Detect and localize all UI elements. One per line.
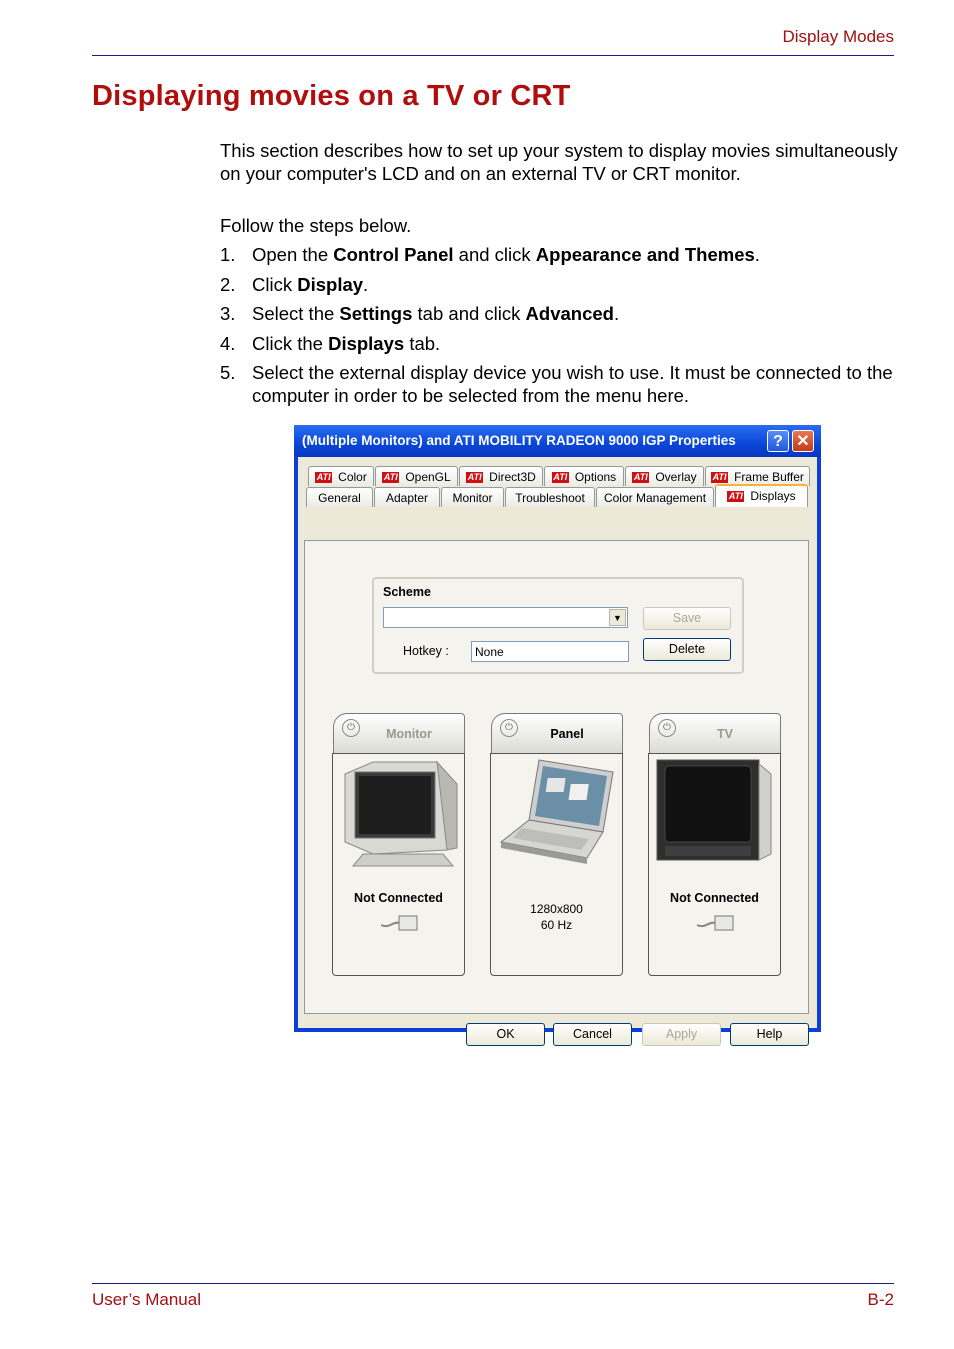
- tab-direct3d[interactable]: [459, 466, 543, 486]
- step-number: 5.: [220, 362, 236, 383]
- panel-resolution: 1280x800: [530, 902, 583, 916]
- step-text: Open the: [252, 244, 334, 265]
- ati-logo-icon: ATI: [633, 472, 648, 483]
- panel-toggle-button[interactable]: [491, 713, 623, 754]
- laptop-icon: [491, 754, 622, 874]
- step-bold: Displays: [328, 332, 405, 354]
- help-icon[interactable]: ?: [767, 430, 789, 452]
- step-bold: Appearance and Themes: [535, 244, 755, 265]
- dialog-client: [298, 457, 817, 1041]
- save-button[interactable]: Save: [643, 607, 731, 630]
- header-rule: [92, 55, 894, 56]
- tab-options[interactable]: [544, 466, 624, 486]
- footer-page-number: B-2: [867, 1290, 894, 1309]
- intro-paragraph: This section describes how to set up your system to display movies simultaneously on your computer's LCD and on an external TV or CRT monitor.: [220, 140, 898, 184]
- step-text: tab and click: [412, 303, 526, 324]
- tab-frame-buffer[interactable]: [705, 466, 810, 486]
- cable-plug-icon: [381, 911, 419, 933]
- power-icon: ⏻: [342, 719, 360, 737]
- step-number: 1.: [220, 244, 236, 265]
- tab-monitor[interactable]: Monitor: [441, 487, 504, 507]
- tab-adapter[interactable]: Adapter: [374, 487, 440, 507]
- follow-steps-text: Follow the steps below.: [220, 215, 412, 236]
- ati-logo-icon: ATI: [467, 472, 482, 483]
- tab-overlay[interactable]: [625, 466, 704, 486]
- dialog-titlebar[interactable]: [294, 425, 821, 457]
- step-item: [220, 332, 900, 355]
- step-item: [220, 361, 900, 407]
- ati-logo-icon: ATI: [553, 472, 568, 483]
- tab-displays[interactable]: [715, 484, 808, 507]
- scheme-group: [372, 577, 744, 674]
- tab-label: Displays: [750, 489, 796, 503]
- step-number: 3.: [220, 303, 236, 324]
- step-number: 4.: [220, 332, 236, 354]
- step-text: Click: [252, 273, 298, 295]
- tab-troubleshoot[interactable]: Troubleshoot: [505, 487, 595, 507]
- monitor-toggle-button[interactable]: [333, 713, 465, 754]
- tab-color[interactable]: [308, 466, 374, 486]
- close-icon[interactable]: ✕: [792, 430, 814, 452]
- step-text: Select the: [252, 303, 340, 324]
- monitor-status: Not Connected: [354, 891, 443, 905]
- tab-label: Direct3D: [489, 470, 536, 484]
- tv-icon: [649, 754, 780, 874]
- step-bold: Display: [297, 273, 364, 295]
- device-label: TV: [717, 727, 733, 741]
- scheme-label: Scheme: [383, 585, 431, 599]
- step-item: [220, 302, 900, 325]
- step-text: and click: [453, 244, 536, 265]
- power-icon: ⏻: [658, 719, 676, 737]
- ati-logo-icon: ATI: [728, 491, 743, 502]
- properties-dialog: [294, 425, 821, 1041]
- delete-button[interactable]: Delete: [643, 638, 731, 661]
- tab-label: Options: [574, 470, 617, 484]
- tab-color-management[interactable]: Color Management: [596, 487, 714, 507]
- page-header-section: Display Modes: [782, 27, 894, 46]
- power-icon: ⏻: [500, 719, 518, 737]
- step-text: Click the: [252, 332, 329, 354]
- step-item: [220, 243, 900, 266]
- monitor-device-box: [332, 753, 465, 976]
- step-bold: Control Panel: [333, 244, 454, 265]
- tv-status: Not Connected: [670, 891, 759, 905]
- apply-button[interactable]: Apply: [642, 1023, 721, 1046]
- ati-logo-icon: ATI: [316, 472, 331, 483]
- step-bold: Advanced: [525, 303, 614, 324]
- page-title: Displaying movies on a TV or CRT: [92, 80, 571, 112]
- step-item: [220, 273, 900, 296]
- scheme-dropdown[interactable]: [383, 607, 628, 628]
- step-text: Select the external display device you wish to use. It must be connected to the computer in order to be selected from the menu here.: [252, 362, 893, 406]
- dialog-title: (Multiple Monitors) and ATI MOBILITY RADEON 9000 IGP Properties: [302, 433, 736, 448]
- step-text: .: [363, 273, 369, 295]
- tab-opengl[interactable]: [375, 466, 458, 486]
- panel-refresh-rate: 60 Hz: [540, 918, 573, 932]
- ati-logo-icon: ATI: [383, 472, 398, 483]
- device-label: Panel: [550, 727, 584, 741]
- crt-monitor-icon: [333, 754, 464, 874]
- tab-label: OpenGL: [405, 470, 451, 484]
- ati-logo-icon: ATI: [712, 472, 727, 483]
- cancel-button[interactable]: Cancel: [553, 1023, 632, 1046]
- ok-button[interactable]: OK: [466, 1023, 545, 1046]
- device-label: Monitor: [386, 727, 432, 741]
- tv-device-box: [648, 753, 781, 976]
- displays-panel: [304, 540, 809, 1014]
- steps-list: [220, 243, 900, 414]
- chevron-down-icon[interactable]: ▼: [609, 609, 626, 626]
- footer-rule: [92, 1283, 894, 1284]
- panel-device-box: [490, 753, 623, 976]
- step-text: .: [754, 244, 760, 265]
- tab-general[interactable]: General: [306, 487, 373, 507]
- help-button[interactable]: Help: [730, 1023, 809, 1046]
- tv-toggle-button[interactable]: [649, 713, 781, 754]
- step-number: 2.: [220, 273, 236, 295]
- cable-plug-icon: [697, 911, 735, 933]
- step-text: tab.: [404, 332, 441, 354]
- tab-label: Color: [338, 470, 367, 484]
- tab-label: Frame Buffer: [734, 470, 804, 484]
- step-text: .: [613, 303, 620, 324]
- tab-label: Overlay: [655, 470, 697, 484]
- panel-resolution-info: [491, 901, 622, 933]
- footer-manual-title: User’s Manual: [92, 1290, 201, 1309]
- hotkey-field[interactable]: None: [471, 641, 629, 662]
- step-bold: Settings: [339, 303, 413, 324]
- hotkey-label: Hotkey :: [403, 644, 449, 658]
